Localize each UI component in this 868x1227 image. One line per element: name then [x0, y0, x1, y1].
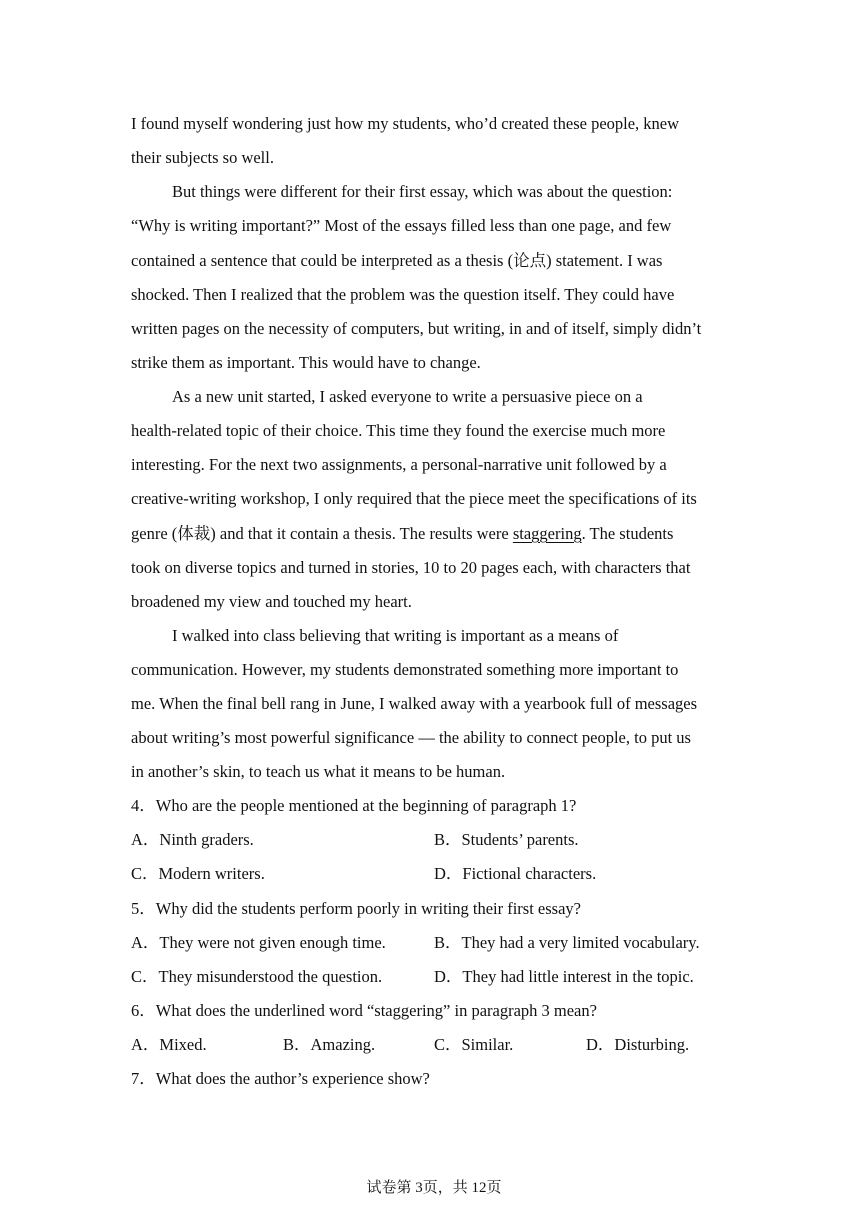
passage-line: strike them as important. This would have to change. [131, 353, 481, 372]
option-b: B．Amazing. [283, 1035, 376, 1054]
option-c: C．Modern writers. [131, 864, 265, 883]
question-stem: 7．What does the author’s experience show? [131, 1069, 430, 1088]
passage-line: I found myself wondering just how my students, who’d created these people, knew [131, 114, 680, 133]
passage-line: shocked. Then I realized that the problem was the question itself. They could have [131, 285, 675, 304]
passage-line: written pages on the necessity of computers, but writing, in and of itself, simply didn’t [131, 319, 702, 338]
option-c: C．Similar. [434, 1035, 514, 1054]
option-d: D．They had little interest in the topic. [434, 967, 694, 986]
option-d: D．Disturbing. [586, 1035, 690, 1054]
passage-line: “Why is writing important?” Most of the essays filled less than one page, and few [131, 216, 672, 235]
question-stem: 6．What does the underlined word “staggering” in paragraph 3 mean? [131, 1001, 597, 1020]
option-a: A．They were not given enough time. [131, 933, 386, 952]
passage-line: health-related topic of their choice. This time they found the exercise much more [131, 421, 666, 440]
passage-line [131, 524, 673, 544]
option-b: B．They had a very limited vocabulary. [434, 933, 700, 952]
passage-line: about writing’s most powerful significance — the ability to connect people, to put us [131, 728, 691, 747]
passage-line: creative-writing workshop, I only required that the piece meet the specifications of its [131, 489, 697, 508]
option-d: D．Fictional characters. [434, 864, 597, 883]
option-a: A．Ninth graders. [131, 830, 254, 849]
passage-line: interesting. For the next two assignments, a personal-narrative unit followed by a [131, 455, 667, 474]
passage-line: I walked into class believing that writing is important as a means of [172, 626, 619, 645]
passage-text: . The students [581, 524, 674, 543]
question-stem: 5．Why did the students perform poorly in writing their first essay? [131, 899, 581, 918]
passage-line: But things were different for their first essay, which was about the question: [172, 182, 673, 201]
option-b: B．Students’ parents. [434, 830, 579, 849]
passage-line: As a new unit started, I asked everyone to write a persuasive piece on a [172, 387, 643, 406]
passage-text: genre (体裁) and that it contain a thesis. The results were [131, 524, 513, 543]
option-a: A．Mixed. [131, 1035, 207, 1054]
option-c: C．They misunderstood the question. [131, 967, 383, 986]
underlined-word: staggering [512, 524, 582, 543]
passage-line: contained a sentence that could be interpreted as a thesis (论点) statement. I was [131, 251, 663, 270]
passage-line: their subjects so well. [131, 148, 274, 167]
page-footer: 试卷第 3页，共 12页 [366, 1180, 502, 1196]
passage-line: in another’s skin, to teach us what it means to be human. [131, 762, 506, 781]
passage-line: took on diverse topics and turned in stories, 10 to 20 pages each, with characters that [131, 558, 691, 577]
passage-line: broadened my view and touched my heart. [131, 592, 412, 611]
passage-line: communication. However, my students demonstrated something more important to [131, 660, 679, 679]
passage-line: me. When the final bell rang in June, I walked away with a yearbook full of messages [131, 694, 698, 713]
question-stem: 4．Who are the people mentioned at the beginning of paragraph 1? [131, 796, 577, 815]
